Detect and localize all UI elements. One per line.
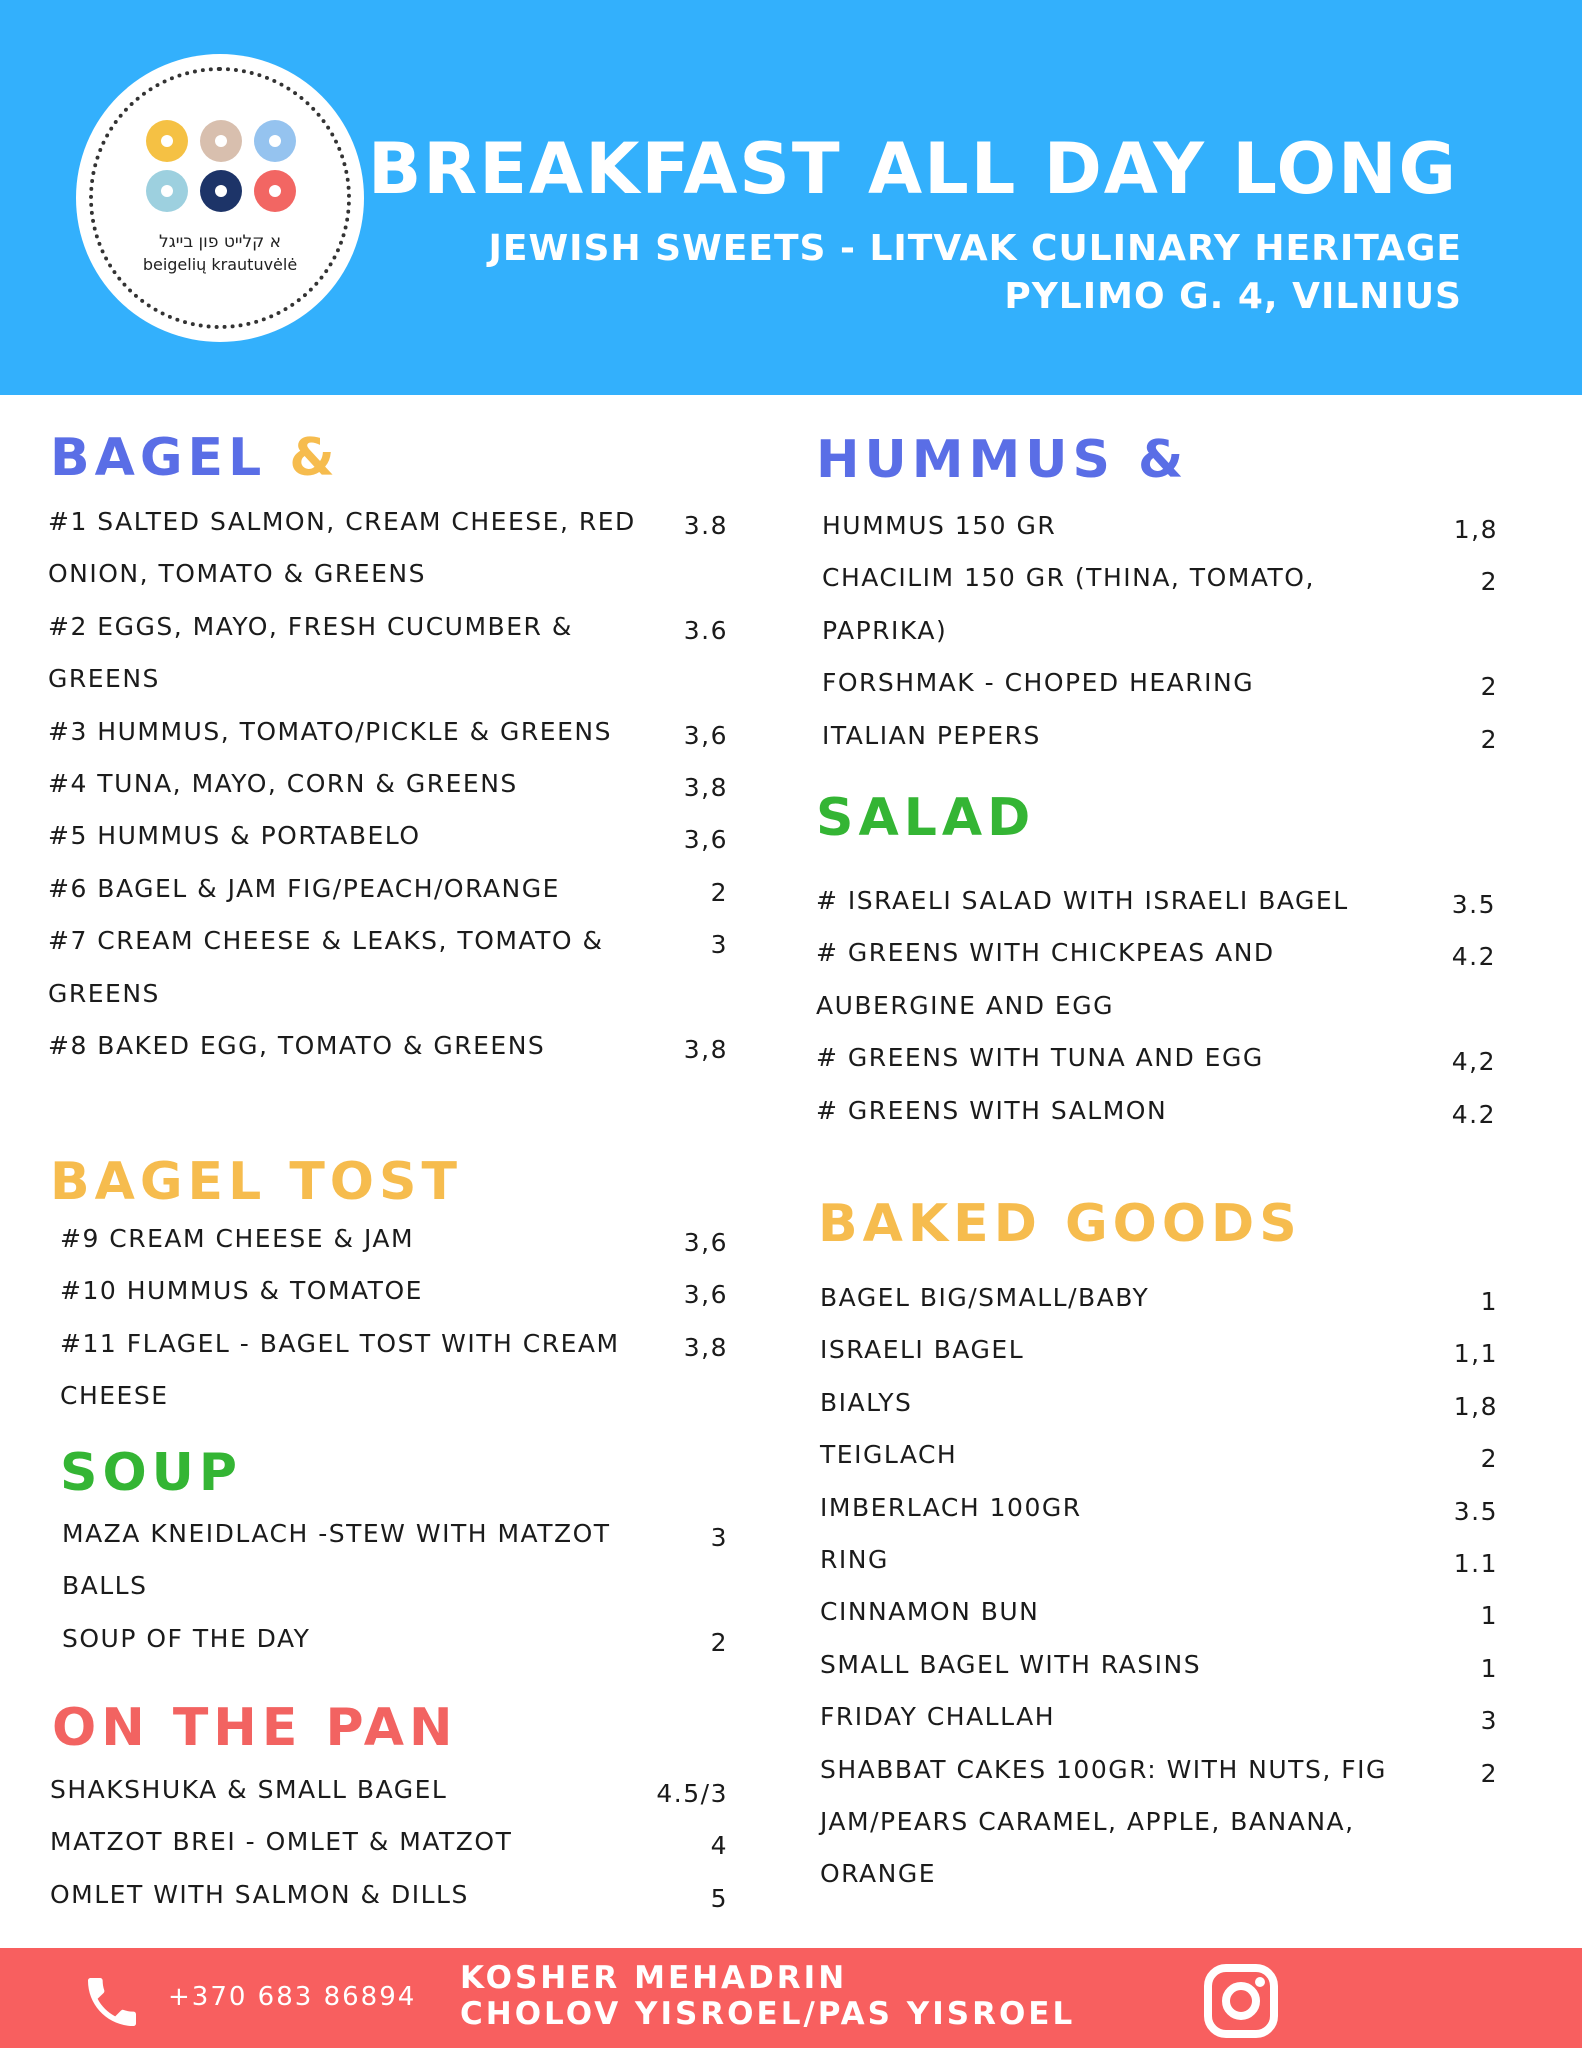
menu-item	[48, 863, 728, 915]
menu-item-price: 3	[710, 930, 728, 960]
menu-item-price: 1	[1480, 1601, 1498, 1631]
menu-item	[60, 1265, 728, 1317]
menu-item-price: 1,8	[1453, 515, 1498, 544]
menu-item-price: 3,6	[683, 1228, 728, 1257]
menu-item-name: SHAKSHUKA & SMALL BAGEL	[50, 1775, 448, 1804]
menu-item-price: 3	[1480, 1706, 1498, 1736]
menu-item-name: HUMMUS 150 GR	[822, 511, 1057, 540]
menu-item	[822, 500, 1498, 552]
logo-dot-icon	[254, 170, 296, 212]
menu-item	[820, 1534, 1498, 1586]
instagram-icon[interactable]	[1202, 1962, 1280, 2040]
menu-item-name: FRIDAY CHALLAH	[820, 1702, 1056, 1732]
menu-item-name: #6 BAGEL & JAM FIG/PEACH/ORANGE	[48, 873, 560, 903]
address: PYLIMO G. 4, VILNIUS	[1004, 276, 1462, 317]
menu-item	[50, 1869, 728, 1921]
menu-item-name: FORSHMAK - CHOPED HEARING	[822, 668, 1255, 698]
menu-item	[820, 1639, 1498, 1691]
menu-item-name: #4 TUNA, MAYO, CORN & GREENS	[48, 769, 518, 799]
menu-item-price: 2	[1480, 672, 1498, 702]
menu-item-name: MAZA KNEIDLACH -STEW WITH MATZOT BALLS	[62, 1519, 611, 1601]
menu-item	[48, 496, 728, 601]
logo-dot-icon	[146, 120, 188, 162]
menu-item	[48, 601, 728, 706]
bagel-title-text: BAGEL	[50, 428, 267, 488]
kosher-line-2: CHOLOV YISROEL/PAS YISROEL	[460, 1996, 1076, 2032]
bagel-tost-list	[60, 1213, 728, 1423]
menu-item-price: 1	[1480, 1653, 1498, 1683]
menu-item-name: IMBERLACH 100GR	[820, 1492, 1082, 1522]
menu-item	[48, 706, 728, 758]
menu-item-name: ISRAELI BAGEL	[820, 1335, 1025, 1365]
menu-item-price: 2	[1480, 1758, 1498, 1788]
menu-item-price: 2	[710, 1627, 728, 1657]
menu-item-price: 2	[710, 877, 728, 907]
section-title-soup: SOUP	[60, 1443, 242, 1503]
menu-item-name: #5 HUMMUS & PORTABELO	[48, 821, 421, 851]
section-title-hummus: HUMMUS &	[816, 430, 1189, 490]
logo-bagel-dots	[146, 120, 296, 230]
soup-list	[62, 1508, 728, 1665]
menu-item-price: 1,1	[1453, 1339, 1498, 1369]
menu-item	[48, 758, 728, 810]
menu-item	[820, 1586, 1498, 1638]
menu-item-name: SMALL BAGEL WITH RASINS	[820, 1649, 1202, 1679]
section-title-baked-goods: BAKED GOODS	[818, 1194, 1302, 1254]
section-title-on-the-pan: ON THE PAN	[52, 1698, 458, 1758]
logo-dot-icon	[146, 170, 188, 212]
menu-item	[48, 915, 728, 1020]
menu-item	[62, 1508, 728, 1613]
menu-item-price: 5	[710, 1883, 728, 1913]
menu-item-price: 3.5	[1451, 890, 1496, 919]
menu-item-price: 1	[1480, 1287, 1498, 1316]
menu-item-name: CINNAMON BUN	[820, 1597, 1040, 1627]
menu-item-name: # GREENS WITH SALMON	[816, 1095, 1168, 1125]
menu-item-name: SOUP OF THE DAY	[62, 1623, 311, 1653]
footer-bar	[0, 1948, 1582, 2048]
menu-item-name: #2 EGGS, MAYO, FRESH CUCUMBER & GREENS	[48, 611, 573, 694]
menu-item-name: # ISRAELI SALAD WITH ISRAELI BAGEL	[816, 886, 1349, 915]
menu-item-name: #3 HUMMUS, TOMATO/PICKLE & GREENS	[48, 716, 612, 746]
salad-list	[816, 875, 1496, 1137]
menu-item	[48, 1020, 728, 1072]
menu-item-price: 3,6	[683, 720, 728, 750]
menu-item-price: 4.2	[1451, 942, 1496, 972]
menu-item	[820, 1744, 1498, 1901]
menu-item-price: 4	[710, 1831, 728, 1861]
menu-item	[822, 552, 1498, 657]
menu-item	[816, 875, 1496, 927]
logo-dot-icon	[254, 120, 296, 162]
menu-item-price: 3,6	[683, 1280, 728, 1310]
menu-item	[60, 1213, 728, 1265]
logo-dot-icon	[200, 120, 242, 162]
menu-item	[816, 1085, 1496, 1137]
menu-item	[50, 1764, 728, 1816]
menu-item-price: 3,8	[683, 773, 728, 803]
menu-item	[60, 1318, 728, 1423]
baked-goods-list	[820, 1272, 1498, 1901]
menu-item-name: #8 BAKED EGG, TOMATO & GREENS	[48, 1031, 546, 1061]
kosher-line-1: KOSHER MEHADRIN	[460, 1960, 848, 1996]
menu-item-price: 1.1	[1453, 1549, 1498, 1579]
bagel-title-ampersand: &	[289, 428, 340, 488]
page-title: BREAKFAST ALL DAY LONG	[367, 128, 1458, 210]
section-title-bagel	[50, 428, 340, 488]
menu-item	[820, 1429, 1498, 1481]
menu-item	[816, 927, 1496, 1032]
menu-item-name: OMLET WITH SALMON & DILLS	[50, 1879, 469, 1909]
menu-item-name: ITALIAN PEPERS	[822, 720, 1041, 750]
hummus-list	[822, 500, 1498, 762]
menu-item	[822, 657, 1498, 709]
menu-item	[820, 1482, 1498, 1534]
menu-item-price: 4.2	[1451, 1099, 1496, 1129]
logo-lithuanian-text: beigelių krautuvėlė	[142, 255, 298, 274]
menu-item-price: 3.8	[683, 511, 728, 540]
menu-item-name: #1 SALTED SALMON, CREAM CHEESE, RED ONION, TOMATO & GREENS	[48, 507, 636, 589]
section-title-salad: SALAD	[816, 788, 1036, 848]
logo-hebrew-text: א קלייט פון בייגל	[159, 232, 281, 252]
bagel-list	[48, 496, 728, 1072]
menu-item	[820, 1377, 1498, 1429]
menu-item-price: 2	[1480, 1444, 1498, 1474]
menu-item-name: RING	[820, 1545, 889, 1575]
menu-item-price: 3,8	[683, 1332, 728, 1362]
logo	[76, 54, 364, 342]
menu-item-name: #9 CREAM CHEESE & JAM	[60, 1224, 415, 1253]
header-banner	[0, 0, 1582, 395]
menu-item	[50, 1816, 728, 1868]
menu-item-price: 3.5	[1453, 1496, 1498, 1526]
menu-item-name: #10 HUMMUS & TOMATOE	[60, 1276, 423, 1306]
subtitle: JEWISH SWEETS - LITVAK CULINARY HERITAGE	[488, 228, 1462, 269]
menu-item	[820, 1324, 1498, 1376]
menu-item-price: 2	[1480, 724, 1498, 754]
menu-item-price: 3.6	[683, 615, 728, 645]
menu-item-price: 3,6	[683, 825, 728, 855]
phone-icon[interactable]	[80, 1970, 144, 2034]
menu-item	[48, 810, 728, 862]
menu-item-name: BIALYS	[820, 1387, 913, 1417]
menu-item-price: 3	[710, 1523, 728, 1552]
menu-item-name: # GREENS WITH CHICKPEAS AND AUBERGINE AND EGG	[816, 938, 1275, 1020]
on-the-pan-list	[50, 1764, 728, 1921]
menu-item-price: 3,8	[683, 1035, 728, 1065]
section-title-bagel-tost: BAGEL TOST	[50, 1152, 462, 1212]
menu-item-name: # GREENS WITH TUNA AND EGG	[816, 1043, 1264, 1073]
menu-item	[820, 1272, 1498, 1324]
menu-item	[820, 1691, 1498, 1743]
menu-item-name: CHACILIM 150 GR (THINA, TOMATO, PAPRIKA)	[822, 563, 1315, 645]
menu-item-name: SHABBAT CAKES 100GR: WITH NUTS, FIG JAM/PEARS CARAMEL, APPLE, BANANA, ORANGE	[820, 1754, 1387, 1889]
menu-item	[62, 1613, 728, 1665]
menu-item-price: 4.5/3	[656, 1779, 728, 1808]
menu-item-price: 4,2	[1451, 1047, 1496, 1077]
menu-item-name: TEIGLACH	[820, 1440, 958, 1470]
menu-item-name: MATZOT BREI - OMLET & MATZOT	[50, 1827, 513, 1857]
menu-item-price: 1,8	[1453, 1391, 1498, 1421]
menu-item-name: #11 FLAGEL - BAGEL TOST WITH CREAM CHEESE	[60, 1328, 620, 1411]
menu-item	[822, 710, 1498, 762]
menu-item	[816, 1032, 1496, 1084]
menu-item-price: 2	[1480, 567, 1498, 597]
phone-number[interactable]: +370 683 86894	[168, 1982, 417, 2012]
logo-dot-icon	[200, 170, 242, 212]
menu-item-name: #7 CREAM CHEESE & LEAKS, TOMATO & GREENS	[48, 926, 604, 1008]
menu-item-name: BAGEL BIG/SMALL/BABY	[820, 1283, 1150, 1312]
